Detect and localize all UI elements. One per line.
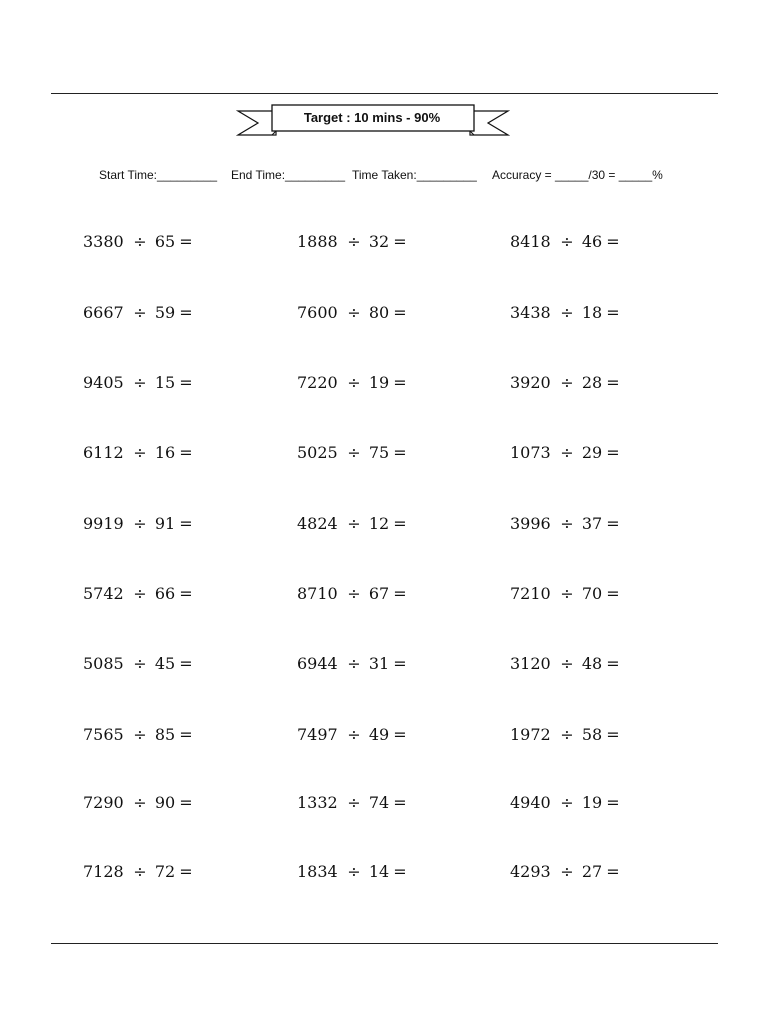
divisor: 66: [154, 584, 176, 603]
divide-sign: ÷: [560, 303, 574, 322]
problem-item: [510, 582, 620, 606]
divide-sign: ÷: [560, 443, 574, 462]
divide-sign: ÷: [347, 373, 361, 392]
problem-item: [510, 371, 620, 395]
divide-sign: ÷: [347, 303, 361, 322]
divide-sign: ÷: [347, 725, 361, 744]
equals-sign: =: [606, 584, 620, 603]
problem-item: [83, 860, 193, 884]
problem-item: [297, 791, 407, 815]
divide-sign: ÷: [560, 654, 574, 673]
dividend: 7565: [83, 725, 124, 744]
equals-sign: =: [606, 303, 620, 322]
equals-sign: =: [606, 793, 620, 812]
equals-sign: =: [606, 725, 620, 744]
divisor: 31: [368, 654, 390, 673]
equals-sign: =: [393, 584, 407, 603]
dividend: 9405: [83, 373, 124, 392]
accuracy-field[interactable]: Accuracy = _____/30 = _____%: [492, 168, 663, 182]
divide-sign: ÷: [133, 862, 147, 881]
equals-sign: =: [179, 443, 193, 462]
problem-item: [297, 441, 407, 465]
dividend: 9919: [83, 514, 124, 533]
divisor: 37: [581, 514, 603, 533]
divide-sign: ÷: [560, 232, 574, 251]
divisor: 28: [581, 373, 603, 392]
dividend: 8418: [510, 232, 551, 251]
dividend: 4940: [510, 793, 551, 812]
end-time-field[interactable]: End Time:_________: [231, 168, 346, 182]
divisor: 14: [368, 862, 390, 881]
banner-title: Target : 10 mins - 90%: [303, 110, 441, 125]
equals-sign: =: [606, 373, 620, 392]
divide-sign: ÷: [133, 303, 147, 322]
equals-sign: =: [606, 862, 620, 881]
dividend: 7497: [297, 725, 338, 744]
equals-sign: =: [393, 654, 407, 673]
problem-item: [83, 230, 193, 254]
dividend: 8710: [297, 584, 338, 603]
equals-sign: =: [606, 443, 620, 462]
divisor: 67: [368, 584, 390, 603]
dividend: 5085: [83, 654, 124, 673]
divisor: 58: [581, 725, 603, 744]
equals-sign: =: [179, 514, 193, 533]
dividend: 1332: [297, 793, 338, 812]
divisor: 19: [581, 793, 603, 812]
divide-sign: ÷: [560, 725, 574, 744]
dividend: 7128: [83, 862, 124, 881]
problem-item: [297, 301, 407, 325]
divide-sign: ÷: [560, 514, 574, 533]
divide-sign: ÷: [347, 232, 361, 251]
time-taken-field[interactable]: Time Taken:_________: [352, 168, 477, 182]
problem-item: [297, 860, 407, 884]
problem-item: [510, 860, 620, 884]
divisor: 45: [154, 654, 176, 673]
equals-sign: =: [393, 373, 407, 392]
dividend: 3996: [510, 514, 551, 533]
divide-sign: ÷: [560, 793, 574, 812]
divide-sign: ÷: [133, 725, 147, 744]
divisor: 46: [581, 232, 603, 251]
divide-sign: ÷: [560, 862, 574, 881]
problem-item: [510, 301, 620, 325]
problem-item: [510, 512, 620, 536]
divisor: 27: [581, 862, 603, 881]
equals-sign: =: [179, 232, 193, 251]
dividend: 3380: [83, 232, 124, 251]
divide-sign: ÷: [347, 443, 361, 462]
divide-sign: ÷: [133, 232, 147, 251]
divide-sign: ÷: [347, 793, 361, 812]
dividend: 7220: [297, 373, 338, 392]
dividend: 6944: [297, 654, 338, 673]
divisor: 85: [154, 725, 176, 744]
dividend: 6112: [83, 443, 124, 462]
equals-sign: =: [393, 725, 407, 744]
problem-item: [297, 512, 407, 536]
dividend: 5025: [297, 443, 338, 462]
divisor: 72: [154, 862, 176, 881]
problem-item: [297, 582, 407, 606]
problem-item: [297, 230, 407, 254]
dividend: 7600: [297, 303, 338, 322]
dividend: 3920: [510, 373, 551, 392]
divide-sign: ÷: [347, 862, 361, 881]
dividend: 7290: [83, 793, 124, 812]
divisor: 74: [368, 793, 390, 812]
dividend: 4824: [297, 514, 338, 533]
divisor: 16: [154, 443, 176, 462]
problem-item: [83, 441, 193, 465]
divisor: 49: [368, 725, 390, 744]
equals-sign: =: [393, 793, 407, 812]
divide-sign: ÷: [133, 514, 147, 533]
dividend: 5742: [83, 584, 124, 603]
equals-sign: =: [179, 303, 193, 322]
dividend: 6667: [83, 303, 124, 322]
problem-item: [83, 723, 193, 747]
dividend: 1888: [297, 232, 338, 251]
dividend: 3120: [510, 654, 551, 673]
divisor: 80: [368, 303, 390, 322]
equals-sign: =: [393, 514, 407, 533]
dividend: 3438: [510, 303, 551, 322]
dividend: 1972: [510, 725, 551, 744]
equals-sign: =: [179, 793, 193, 812]
equals-sign: =: [179, 373, 193, 392]
divide-sign: ÷: [347, 654, 361, 673]
problem-item: [297, 652, 407, 676]
dividend: 1834: [297, 862, 338, 881]
dividend: 7210: [510, 584, 551, 603]
equals-sign: =: [393, 443, 407, 462]
problem-item: [83, 371, 193, 395]
problem-item: [83, 582, 193, 606]
problem-item: [83, 301, 193, 325]
equals-sign: =: [179, 654, 193, 673]
problem-item: [510, 791, 620, 815]
divisor: 48: [581, 654, 603, 673]
problem-item: [297, 371, 407, 395]
bottom-divider: [51, 943, 718, 944]
divisor: 90: [154, 793, 176, 812]
problem-item: [83, 791, 193, 815]
problem-item: [83, 512, 193, 536]
divisor: 75: [368, 443, 390, 462]
divisor: 12: [368, 514, 390, 533]
equals-sign: =: [179, 862, 193, 881]
divisor: 59: [154, 303, 176, 322]
divisor: 65: [154, 232, 176, 251]
problem-item: [510, 441, 620, 465]
equals-sign: =: [393, 303, 407, 322]
problem-item: [510, 723, 620, 747]
equals-sign: =: [606, 514, 620, 533]
divisor: 29: [581, 443, 603, 462]
divide-sign: ÷: [133, 373, 147, 392]
divide-sign: ÷: [347, 514, 361, 533]
divide-sign: ÷: [560, 373, 574, 392]
equals-sign: =: [393, 862, 407, 881]
divisor: 19: [368, 373, 390, 392]
equals-sign: =: [393, 232, 407, 251]
equals-sign: =: [606, 232, 620, 251]
divisor: 32: [368, 232, 390, 251]
equals-sign: =: [179, 584, 193, 603]
divisor: 91: [154, 514, 176, 533]
divide-sign: ÷: [133, 443, 147, 462]
problem-item: [510, 230, 620, 254]
divide-sign: ÷: [133, 584, 147, 603]
problem-item: [297, 723, 407, 747]
divide-sign: ÷: [133, 654, 147, 673]
divide-sign: ÷: [560, 584, 574, 603]
divide-sign: ÷: [133, 793, 147, 812]
equals-sign: =: [606, 654, 620, 673]
dividend: 4293: [510, 862, 551, 881]
problem-item: [83, 652, 193, 676]
dividend: 1073: [510, 443, 551, 462]
divide-sign: ÷: [347, 584, 361, 603]
divisor: 18: [581, 303, 603, 322]
divisor: 15: [154, 373, 176, 392]
equals-sign: =: [179, 725, 193, 744]
divisor: 70: [581, 584, 603, 603]
problem-item: [510, 652, 620, 676]
start-time-field[interactable]: Start Time:_________: [99, 168, 218, 182]
